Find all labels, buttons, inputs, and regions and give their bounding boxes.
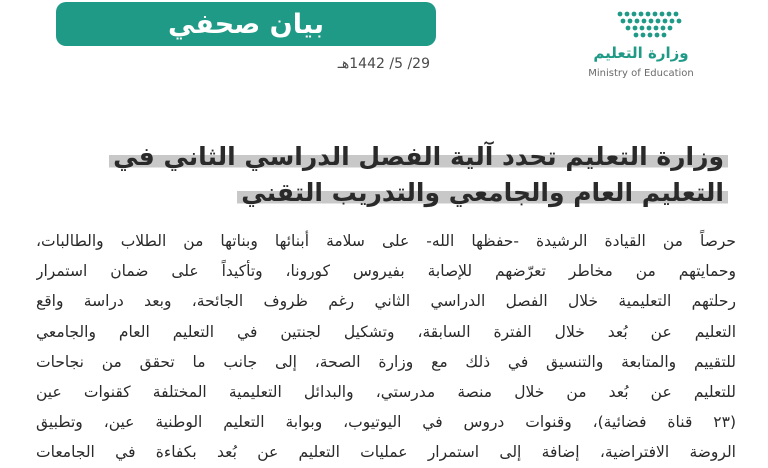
body-line: الروضة الافتراضية، إضافة إلى استمرار عمليات التعليم عن بُعد بكفاءة في الجامعات [36, 443, 736, 462]
body-line: وحمايتهم من مخاطر تعرّضهم للإصابة بفيروس كورونا، وتأكيداً على ضمان استمرار [36, 262, 736, 281]
body-line: التعليم عن بُعد خلال الفترة السابقة، وتشكيل لجنتين في التعليم العام والجامعي [36, 322, 736, 341]
press-release-banner [56, 2, 436, 46]
hijri-date: 29/ 5/ 1442هـ [337, 56, 430, 72]
body-line: حرصاً من القيادة الرشيدة -حفظها الله- على سلامة أبنائها وبناتها من الطلاب والطالبات، [36, 232, 736, 250]
press-release-body [36, 226, 736, 468]
headline-line-2 [38, 176, 728, 210]
body-line: للتقييم والمتابعة والتنسيق في ذلك مع وزارة الصحة، إلى جانب ما تحقق من نجاحات [36, 352, 736, 371]
ministry-logo [566, 8, 716, 84]
ministry-name-english: Ministry of Education [588, 68, 694, 79]
headline-line-1-text: وزارة التعليم تحدد آلية الفصل الدراسي الثاني في [109, 142, 728, 171]
headline-line-2-text: التعليم العام والجامعي والتدريب التقني [237, 178, 728, 207]
body-line: للتعليم عن بُعد من خلال منصة مدرستي، والبدائل التعليمية المختلفة كقنوات عين [36, 382, 736, 401]
body-line: رحلتهم التعليمية خلال الفصل الدراسي الثاني رغم ظروف الجائحة، وبعد دراسة واقع [36, 292, 736, 311]
ministry-logo-dots-icon [614, 8, 686, 42]
headline-line-1 [38, 140, 728, 174]
ministry-name-arabic: وزارة التعليم [593, 44, 689, 62]
banner-title: بيان صحفي [167, 8, 325, 40]
body-line: (٢٣ قناة فضائية)، وقنوات دروس في اليوتيوب، وبوابة التعليم الوطنية عين، وتطبيق [36, 413, 736, 432]
